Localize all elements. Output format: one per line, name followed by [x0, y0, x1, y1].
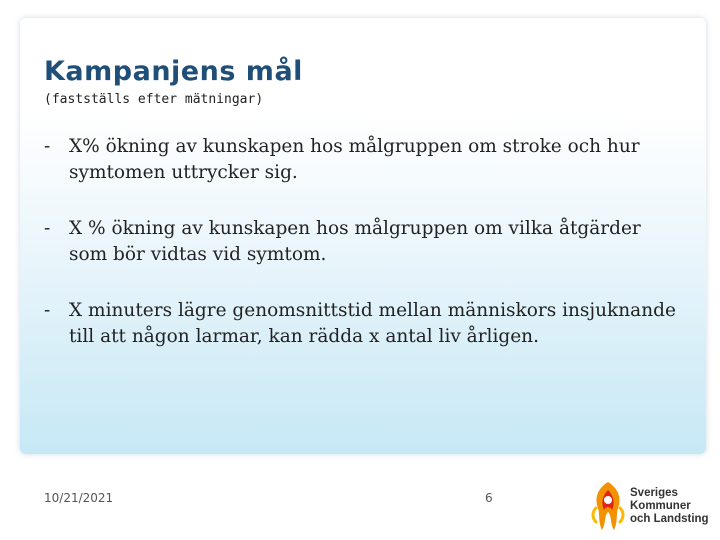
bullet-marker: - — [44, 300, 51, 321]
bullet-text: X minuters lägre genomsnittstid mellan människors insjuknande till att någon larmar, kan rädda x antal liv årligen. — [69, 300, 676, 347]
footer-date: 10/21/2021 — [44, 491, 114, 505]
bullet-item — [44, 298, 684, 350]
bullet-marker: - — [44, 136, 51, 157]
logo-line: Sveriges — [630, 487, 678, 499]
bullet-text: X% ökning av kunskapen hos målgruppen om stroke och hur symtomen uttrycker sig. — [69, 136, 640, 183]
slide-subtitle: (fastställs efter mätningar) — [44, 92, 264, 107]
logo-line: Kommuner — [630, 500, 691, 512]
page-number: 6 — [485, 491, 493, 505]
slide-title: Kampanjens mål — [44, 56, 303, 87]
bullet-item — [44, 216, 684, 268]
bullet-list — [44, 134, 684, 380]
bullet-text: X % ökning av kunskapen hos målgruppen om vilka åtgärder som bör vidtas vid symtom. — [69, 218, 641, 265]
logo-line: och Landsting — [630, 513, 709, 525]
logo-wordmark — [630, 487, 709, 526]
bullet-item — [44, 134, 684, 186]
skl-flame-figure-icon — [588, 478, 628, 534]
skl-logo — [588, 478, 712, 534]
bullet-marker: - — [44, 218, 51, 239]
